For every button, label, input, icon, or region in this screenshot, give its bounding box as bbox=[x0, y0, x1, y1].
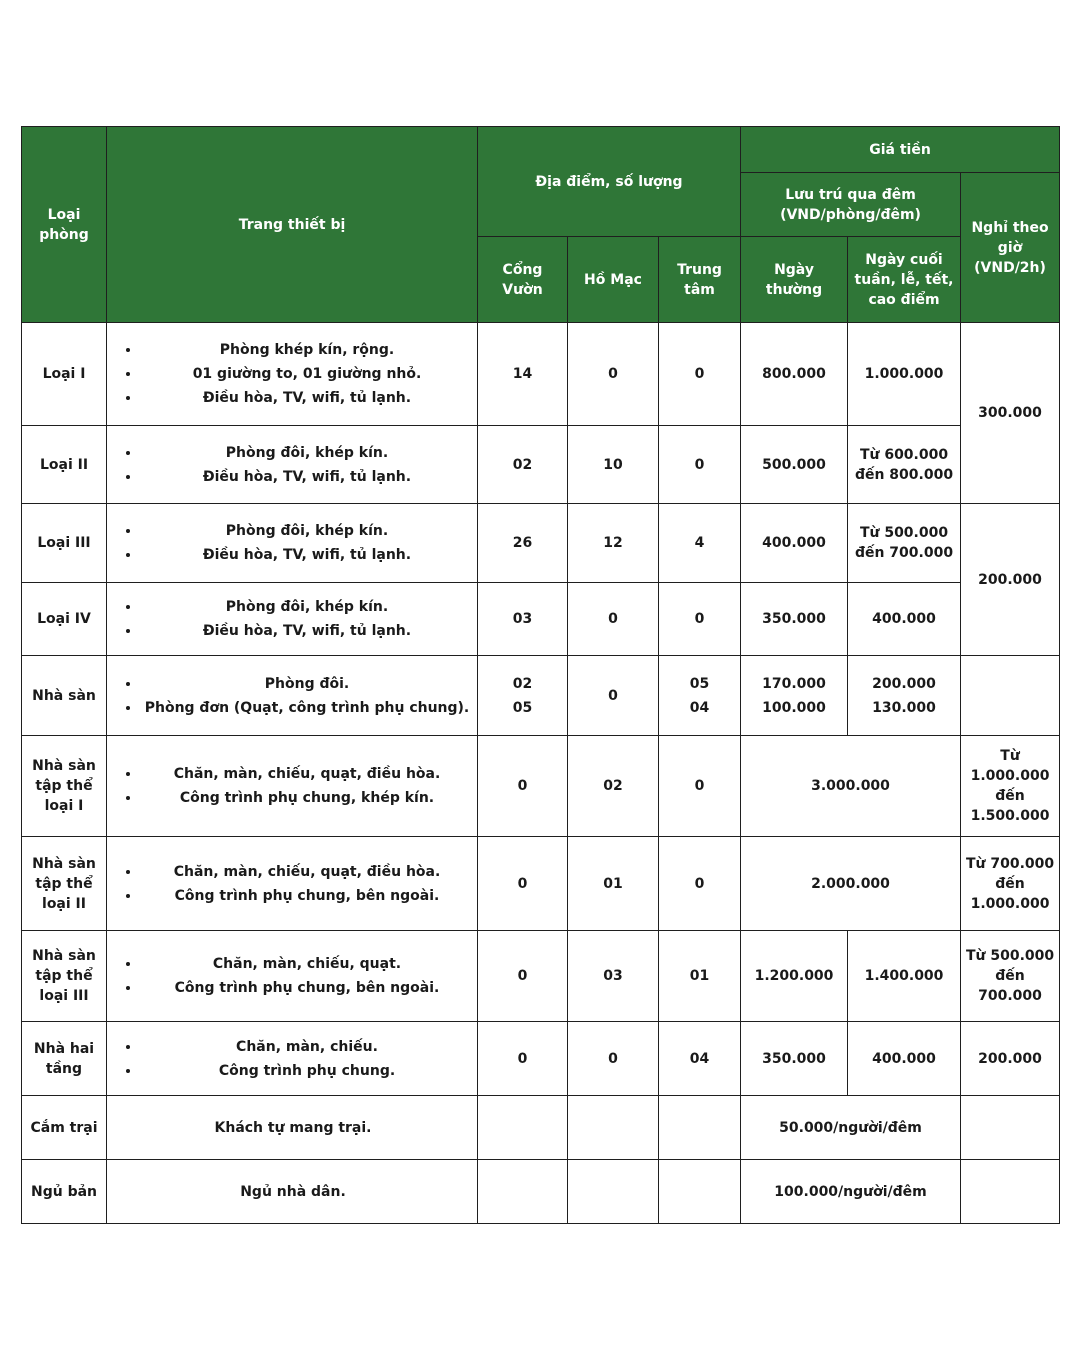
price-weekday: 500.000 bbox=[741, 426, 848, 504]
room-type-cell: Loại IV bbox=[22, 583, 107, 656]
equipment-text: Khách tự mang trại. bbox=[214, 1119, 372, 1136]
qty-ho-mac: 10 bbox=[568, 426, 659, 504]
room-type-cell: Nhà sàn bbox=[22, 656, 107, 736]
equipment-cell bbox=[107, 426, 478, 504]
qty-trung-tam: 01 bbox=[659, 931, 741, 1022]
header-price-group: Giá tiền bbox=[741, 127, 1060, 173]
equipment-item: • Công trình phụ chung, bên ngoài. bbox=[141, 884, 473, 908]
qty-ho-mac: 0 bbox=[568, 583, 659, 656]
table-row bbox=[22, 426, 1060, 504]
table-row bbox=[22, 1022, 1060, 1096]
qty-ho-mac: 0 bbox=[568, 323, 659, 426]
equipment-item: • Phòng đơn (Quạt, công trình phụ chung). bbox=[141, 696, 473, 720]
equipment-cell bbox=[107, 736, 478, 837]
price-weekday: 1.200.000 bbox=[741, 931, 848, 1022]
equipment-cell bbox=[107, 837, 478, 931]
equipment-item: • 01 giường to, 01 giường nhỏ. bbox=[141, 362, 473, 386]
equipment-item: • Phòng đôi, khép kín. bbox=[141, 595, 473, 619]
qty-ho-mac: 0 bbox=[568, 656, 659, 736]
room-type-cell: Nhà sàn tập thể loại I bbox=[22, 736, 107, 837]
qty-trung-tam: 0 bbox=[659, 837, 741, 931]
price-overnight: 3.000.000 bbox=[741, 736, 961, 837]
header-overnight-group: Lưu trú qua đêm (VND/phòng/đêm) bbox=[741, 173, 961, 237]
header-loc-ho-mac: Hồ Mạc bbox=[568, 237, 659, 323]
qty-trung-tam: 0 bbox=[659, 323, 741, 426]
header-hourly: Nghỉ theo giờ (VND/2h) bbox=[961, 173, 1060, 323]
room-type-cell: Loại III bbox=[22, 504, 107, 583]
equipment-cell bbox=[107, 1096, 478, 1160]
price-hourly: 200.000 bbox=[961, 504, 1060, 656]
qty-ho-mac bbox=[568, 1096, 659, 1160]
price-hourly: Từ 1.000.000 đến 1.500.000 bbox=[961, 736, 1060, 837]
equipment-text: Ngủ nhà dân. bbox=[240, 1183, 346, 1200]
price-weekday: 350.000 bbox=[741, 583, 848, 656]
table-row bbox=[22, 656, 1060, 736]
price-hourly: Từ 700.000 đến 1.000.000 bbox=[961, 837, 1060, 931]
equipment-cell bbox=[107, 583, 478, 656]
equipment-item: • Công trình phụ chung, khép kín. bbox=[141, 786, 473, 810]
price-hourly: 300.000 bbox=[961, 323, 1060, 504]
qty-ho-mac bbox=[568, 1160, 659, 1224]
qty-cong-vuon: 26 bbox=[478, 504, 568, 583]
equipment-item: • Điều hòa, TV, wifi, tủ lạnh. bbox=[141, 619, 473, 643]
equipment-item: • Chăn, màn, chiếu, quạt. bbox=[141, 952, 473, 976]
qty-trung-tam: 4 bbox=[659, 504, 741, 583]
equipment-item: • Điều hòa, TV, wifi, tủ lạnh. bbox=[141, 465, 473, 489]
price-overnight: 100.000/người/đêm bbox=[741, 1160, 961, 1224]
header-equipment: Trang thiết bị bbox=[107, 127, 478, 323]
equipment-cell bbox=[107, 1022, 478, 1096]
price-weekday: 350.000 bbox=[741, 1022, 848, 1096]
room-type-cell: Loại I bbox=[22, 323, 107, 426]
equipment-item: • Điều hòa, TV, wifi, tủ lạnh. bbox=[141, 386, 473, 410]
table-row bbox=[22, 504, 1060, 583]
header-loc-trung-tam: Trung tâm bbox=[659, 237, 741, 323]
price-weekend: 1.400.000 bbox=[848, 931, 961, 1022]
price-hourly bbox=[961, 1160, 1060, 1224]
qty-ho-mac: 02 bbox=[568, 736, 659, 837]
equipment-cell bbox=[107, 504, 478, 583]
qty-ho-mac: 12 bbox=[568, 504, 659, 583]
table-row bbox=[22, 1160, 1060, 1224]
equipment-cell bbox=[107, 1160, 478, 1224]
price-weekend: 400.000 bbox=[848, 583, 961, 656]
qty-ho-mac: 03 bbox=[568, 931, 659, 1022]
qty-cong-vuon: 14 bbox=[478, 323, 568, 426]
equipment-item: • Chăn, màn, chiếu, quạt, điều hòa. bbox=[141, 762, 473, 786]
equipment-item: • Phòng đôi, khép kín. bbox=[141, 519, 473, 543]
price-weekend: 400.000 bbox=[848, 1022, 961, 1096]
header-loc-cong-vuon: Cổng Vườn bbox=[478, 237, 568, 323]
qty-trung-tam: 05 04 bbox=[659, 656, 741, 736]
room-type-cell: Nhà sàn tập thể loại III bbox=[22, 931, 107, 1022]
price-weekday: 400.000 bbox=[741, 504, 848, 583]
price-weekday: 170.000 100.000 bbox=[741, 656, 848, 736]
qty-trung-tam: 0 bbox=[659, 736, 741, 837]
header-room-type: Loại phòng bbox=[22, 127, 107, 323]
table-row bbox=[22, 583, 1060, 656]
qty-trung-tam: 04 bbox=[659, 1022, 741, 1096]
qty-trung-tam: 0 bbox=[659, 426, 741, 504]
equipment-item: • Phòng đôi, khép kín. bbox=[141, 441, 473, 465]
equipment-item: • Công trình phụ chung. bbox=[141, 1059, 473, 1083]
price-hourly bbox=[961, 1096, 1060, 1160]
price-hourly: Từ 500.000 đến 700.000 bbox=[961, 931, 1060, 1022]
qty-ho-mac: 01 bbox=[568, 837, 659, 931]
qty-cong-vuon: 0 bbox=[478, 931, 568, 1022]
qty-cong-vuon: 0 bbox=[478, 1022, 568, 1096]
price-weekend: Từ 500.000 đến 700.000 bbox=[848, 504, 961, 583]
equipment-cell bbox=[107, 931, 478, 1022]
price-hourly: 200.000 bbox=[961, 1022, 1060, 1096]
table-row bbox=[22, 837, 1060, 931]
price-hourly bbox=[961, 656, 1060, 736]
table-row bbox=[22, 323, 1060, 426]
header-weekend: Ngày cuối tuần, lễ, tết, cao điểm bbox=[848, 237, 961, 323]
equipment-cell bbox=[107, 656, 478, 736]
equipment-item: • Chăn, màn, chiếu. bbox=[141, 1035, 473, 1059]
price-overnight: 50.000/người/đêm bbox=[741, 1096, 961, 1160]
qty-cong-vuon: 02 bbox=[478, 426, 568, 504]
qty-cong-vuon: 0 bbox=[478, 837, 568, 931]
equipment-item: • Công trình phụ chung, bên ngoài. bbox=[141, 976, 473, 1000]
table-row bbox=[22, 1096, 1060, 1160]
room-type-cell: Ngủ bản bbox=[22, 1160, 107, 1224]
qty-cong-vuon: 03 bbox=[478, 583, 568, 656]
header-location-group: Địa điểm, số lượng bbox=[478, 127, 741, 237]
qty-trung-tam bbox=[659, 1160, 741, 1224]
qty-cong-vuon: 02 05 bbox=[478, 656, 568, 736]
qty-cong-vuon: 0 bbox=[478, 736, 568, 837]
room-type-cell: Nhà hai tầng bbox=[22, 1022, 107, 1096]
qty-ho-mac: 0 bbox=[568, 1022, 659, 1096]
qty-trung-tam: 0 bbox=[659, 583, 741, 656]
price-weekend: Từ 600.000 đến 800.000 bbox=[848, 426, 961, 504]
table-row bbox=[22, 931, 1060, 1022]
table-row bbox=[22, 736, 1060, 837]
equipment-item: • Chăn, màn, chiếu, quạt, điều hòa. bbox=[141, 860, 473, 884]
price-weekend: 200.000 130.000 bbox=[848, 656, 961, 736]
price-table bbox=[21, 126, 1060, 1224]
room-type-cell: Loại II bbox=[22, 426, 107, 504]
price-weekend: 1.000.000 bbox=[848, 323, 961, 426]
price-weekday: 800.000 bbox=[741, 323, 848, 426]
room-type-cell: Cắm trại bbox=[22, 1096, 107, 1160]
qty-cong-vuon bbox=[478, 1096, 568, 1160]
qty-cong-vuon bbox=[478, 1160, 568, 1224]
equipment-item: • Phòng đôi. bbox=[141, 672, 473, 696]
equipment-item: • Phòng khép kín, rộng. bbox=[141, 338, 473, 362]
price-overnight: 2.000.000 bbox=[741, 837, 961, 931]
equipment-item: • Điều hòa, TV, wifi, tủ lạnh. bbox=[141, 543, 473, 567]
room-type-cell: Nhà sàn tập thể loại II bbox=[22, 837, 107, 931]
equipment-cell bbox=[107, 323, 478, 426]
qty-trung-tam bbox=[659, 1096, 741, 1160]
header-weekday: Ngày thường bbox=[741, 237, 848, 323]
